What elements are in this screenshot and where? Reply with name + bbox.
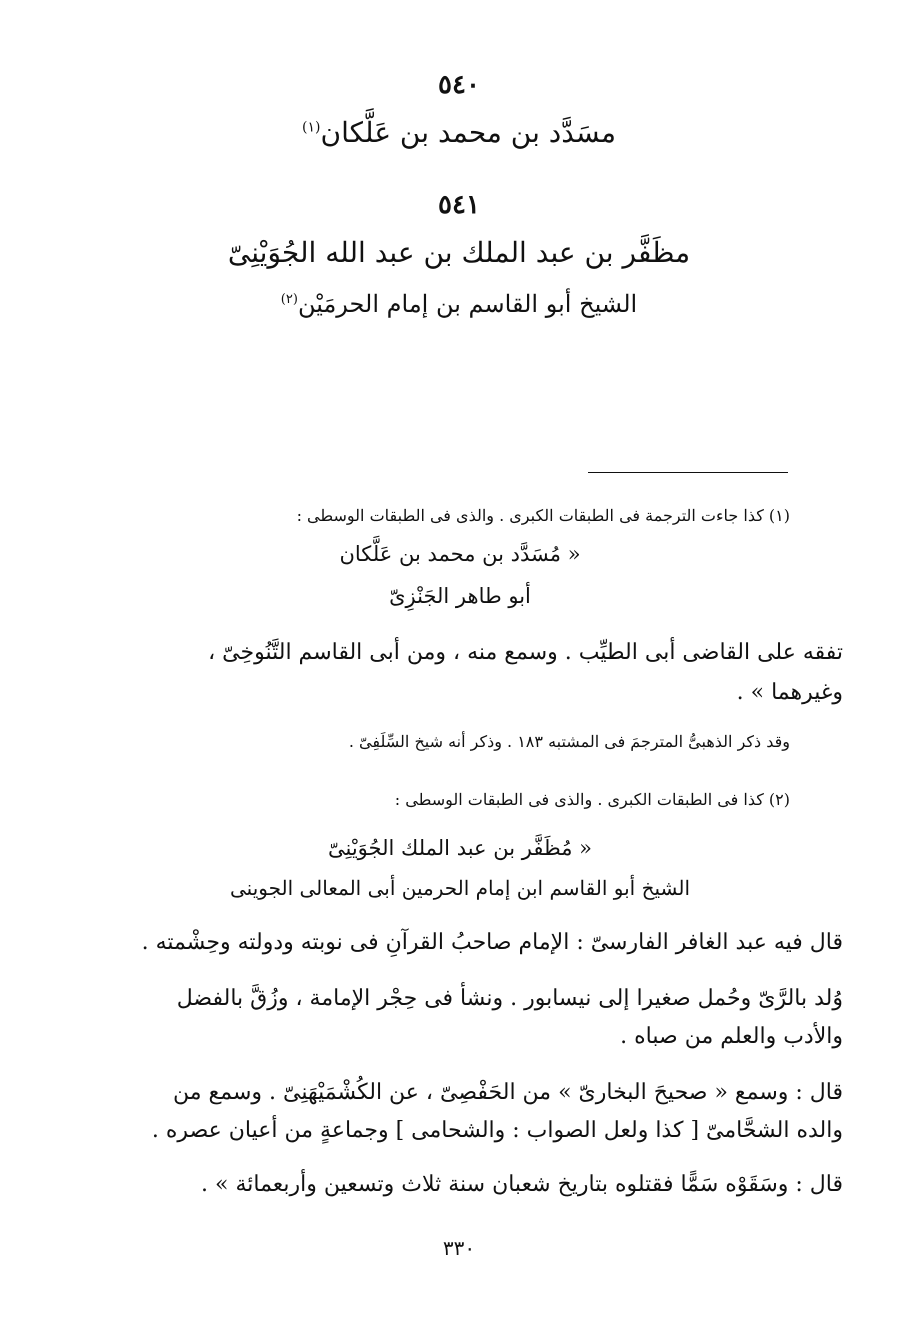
footnote-2-para1: قال فيه عبد الغافر الفارسىّ : الإمام صاحبُ القرآنِ فى نوبته ودولته وحِشْمته . <box>141 930 843 955</box>
entry-subtitle-text: الشيخ أبو القاسم بن إمام الحرمَيْن <box>297 290 638 318</box>
footnote-2-quote-line2: الشيخ أبو القاسم ابن إمام الحرمين أبى المعالى الجوينى <box>229 876 691 900</box>
footnote-2-para3-line2: والده الشحَّامىّ [ كذا ولعل الصواب : والشحامى ] وجماعةٍ من أعيان عصره . <box>151 1118 843 1143</box>
footnote-1-intro: (١) كذا جاءت الترجمة فى الطبقات الكبرى . والذى فى الطبقات الوسطى : <box>296 506 790 525</box>
footnote-ref-1: (١) <box>302 119 321 136</box>
entry-title-541: مظَفَّر بن عبد الملك بن عبد الله الجُوَيْنِىّ <box>227 236 691 269</box>
footnote-ref-2: (٢) <box>280 292 298 307</box>
footnote-1-body-line2: وغيرهما » . <box>736 680 843 705</box>
entry-title-540 <box>60 116 858 149</box>
footnote-2-quote-line1: « مُظَفَّر بن عبد الملك الجُوَيْنِىّ <box>328 836 592 860</box>
footnote-separator <box>588 472 788 473</box>
footnote-2-para4: قال : وسَقَوْه سَمًّا فقتلوه بتاريخ شعبان سنة ثلاث وتسعين وأربعمائة » . <box>201 1172 843 1197</box>
footnote-1-note: وقد ذكر الذهبىُّ المترجمَ فى المشتبه ١٨٣ . وذكر أنه شيخ السِّلَفِىّ . <box>348 732 790 751</box>
footnote-1-quote-line2: أبو طاهر الجَنْزِىّ <box>389 584 531 608</box>
footnote-2-para2-line1: وُلد بالرَّىّ وحُمل صغيرا إلى نيسابور . ونشأ فى حِجْر الإمامة ، وزُقَّ بالفضل <box>176 986 843 1011</box>
entry-title-text: مسَدَّد بن محمد بن عَلَّكان <box>320 116 616 149</box>
page-number: ٣٣٠ <box>442 1236 476 1260</box>
entry-subtitle-541 <box>60 290 858 318</box>
entry-number-540: ٥٤٠ <box>438 70 480 100</box>
footnote-2-para3-line1: قال : وسمع « صحيحَ البخارىّ » من الحَفْصِىّ ، عن الكُشْمَيْهَنِىّ . وسمع من <box>173 1080 843 1105</box>
footnote-2-para2-line2: والأدب والعلم من صباه . <box>620 1024 843 1049</box>
footnote-2-intro: (٢) كذا فى الطبقات الكبرى . والذى فى الطبقات الوسطى : <box>394 790 790 809</box>
entry-number-541: ٥٤١ <box>438 190 480 220</box>
footnote-1-body-line1: تفقه على القاضى أبى الطيِّب . وسمع منه ، ومن أبى القاسم التَّنُوخِىّ ، <box>208 640 843 665</box>
footnote-1-quote-line1: « مُسَدَّد بن محمد بن عَلَّكان <box>339 542 581 566</box>
